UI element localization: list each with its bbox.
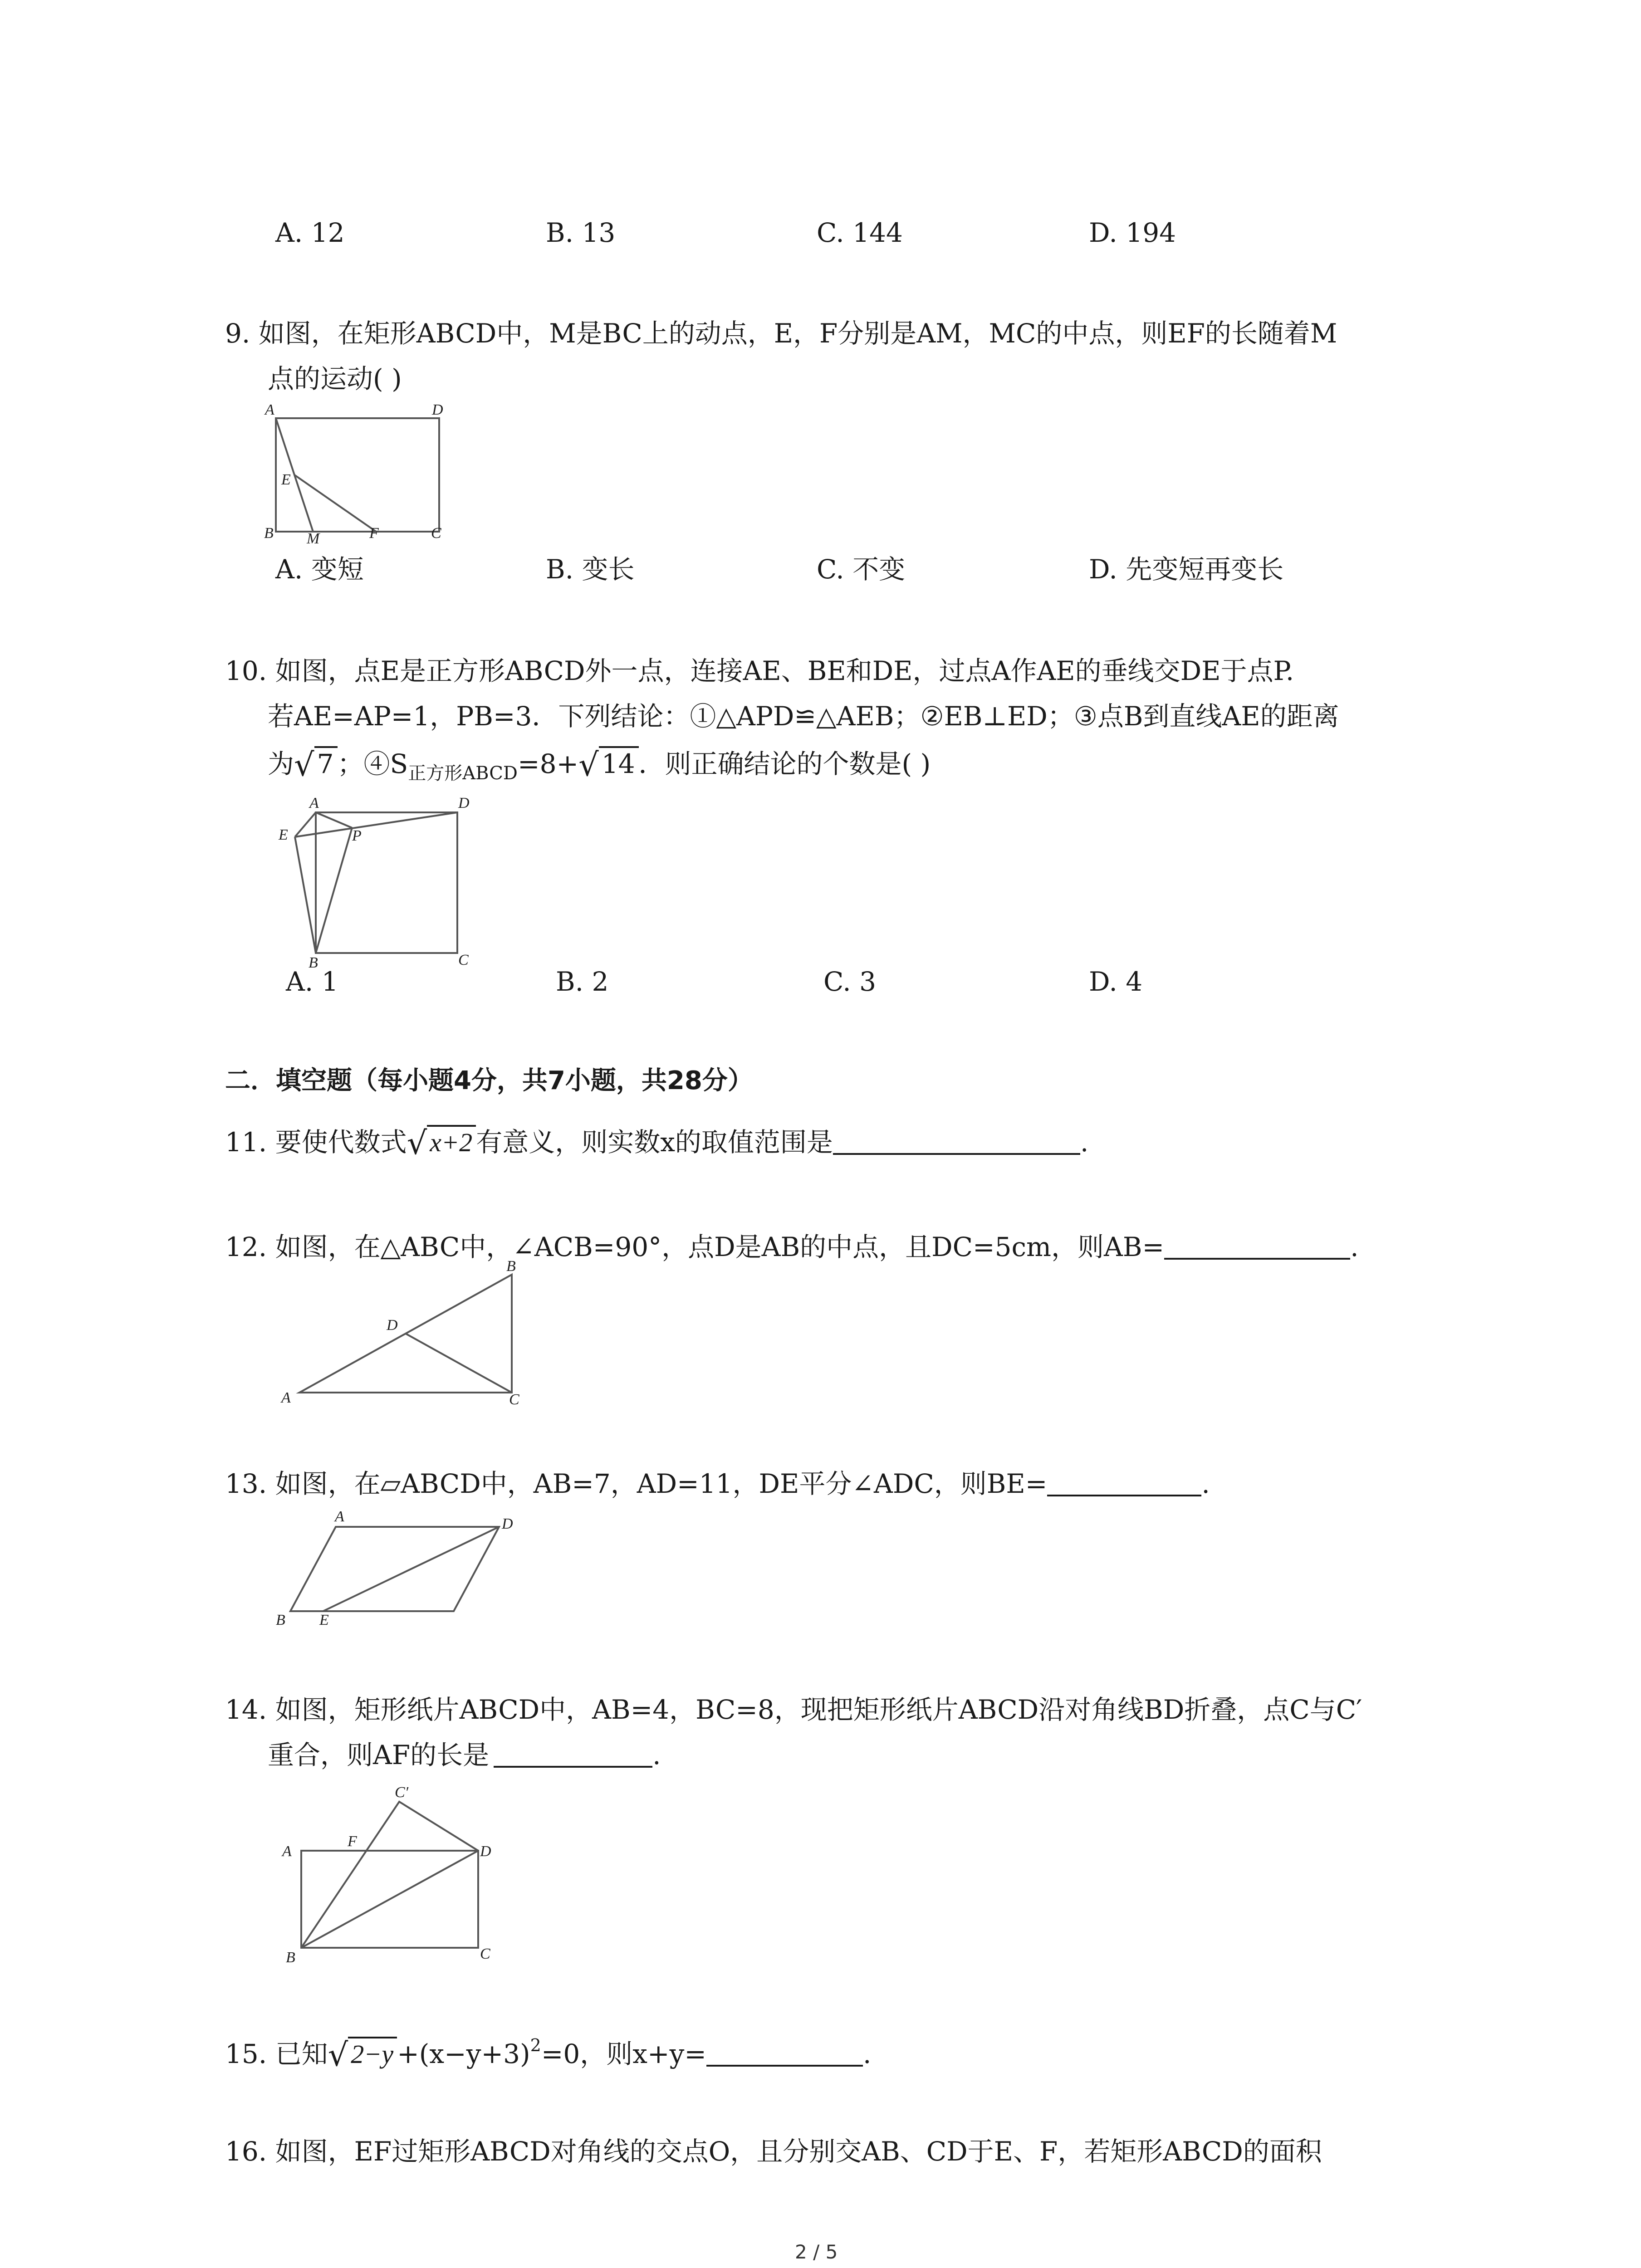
q13-stem: 13. 如图，在▱ABCD中，AB=7，AD=11，DE平分∠ADC，则BE= . — [225, 1468, 1210, 1499]
q14-label-c: C — [480, 1945, 490, 1962]
q12-answer-blank[interactable] — [1164, 1234, 1350, 1260]
q10-label-p: P — [352, 827, 362, 844]
q14-label-a: A — [282, 1843, 292, 1860]
q14-label-f: F — [348, 1833, 357, 1850]
q14-stem-line1: 14. 如图，矩形纸片ABCD中，AB=4，BC=8，现把矩形纸片ABCD沿对角线BD折叠，点C与C′ — [225, 1694, 1362, 1725]
q10-stem-line3: 为√ 7 ；$④S_{正方形ABCD}=8+√$ 14 ．则正确结论的个数是( ) — [268, 746, 931, 784]
q12-stem: 12. 如图，在△ABC中，∠ACB=90°，点D是AB的中点，且DC=5cm，则AB= . — [225, 1232, 1359, 1262]
q11-answer-blank[interactable] — [833, 1129, 1080, 1155]
q9-option-b: B. 变长 — [546, 554, 635, 585]
q14-label-c-prime: C′ — [395, 1784, 409, 1801]
q10-stem-line1: 10. 如图，点E是正方形ABCD外一点，连接AE、BE和DE，过点A作AE的垂线交DE于点P. — [225, 655, 1294, 686]
q9-label-b: B — [264, 525, 274, 542]
q14-figure — [272, 1778, 517, 1969]
sqrt-7: √ 7 — [294, 746, 338, 781]
q13-answer-blank[interactable] — [1047, 1471, 1201, 1496]
q9-option-c: C. 不变 — [817, 554, 906, 585]
q9-label-e: E — [281, 471, 291, 488]
sqrt-2-minus-y: √ 2−y — [328, 2037, 397, 2071]
q13-figure — [272, 1506, 526, 1642]
q13-label-b: B — [276, 1612, 285, 1628]
q9-option-d: D. 先变短再变长 — [1089, 554, 1284, 585]
page-number: 2 / 5 — [795, 2241, 838, 2263]
q9-figure — [263, 399, 454, 549]
q10-option-a: A. 1 — [286, 966, 338, 997]
q15-answer-blank[interactable] — [706, 2041, 863, 2067]
section-2-heading: 二．填空题（每小题4分，共7小题，共28分） — [225, 1066, 753, 1095]
q9-label-c: C — [431, 525, 441, 542]
q10-option-d: D. 4 — [1089, 966, 1143, 997]
q8-option-b: B. 13 — [546, 217, 616, 248]
q10-label-e: E — [279, 826, 288, 843]
q8-option-a: A. 12 — [275, 217, 345, 248]
q9-stem-line2: 点的运动( ) — [268, 363, 402, 394]
sqrt-x-plus-2: √ x+2 — [407, 1125, 476, 1159]
q9-label-d: D — [432, 401, 443, 418]
q10-label-b: B — [309, 954, 318, 968]
q10-option-b: B. 2 — [556, 966, 609, 997]
q12-label-a: A — [281, 1389, 291, 1406]
q10-label-c: C — [458, 952, 469, 968]
q9-label-a: A — [265, 401, 274, 418]
q14-answer-blank[interactable] — [494, 1742, 652, 1768]
q9-stem-line1: 9. 如图，在矩形ABCD中，M是BC上的动点，E，F分别是AM，MC的中点，则EF的长随着M — [225, 318, 1337, 349]
q13-label-a: A — [335, 1508, 344, 1525]
q10-label-d: D — [458, 795, 470, 811]
q9-option-a: A. 变短 — [275, 554, 364, 585]
q13-label-e: E — [319, 1612, 329, 1628]
q9-label-m: M — [307, 530, 320, 547]
q12-label-b: B — [506, 1261, 516, 1275]
q10-figure — [272, 787, 472, 968]
q8-option-c: C. 144 — [817, 217, 903, 248]
q13-label-d: D — [502, 1515, 513, 1532]
q14-label-b: B — [286, 1949, 295, 1966]
q12-label-d: D — [387, 1317, 398, 1334]
q12-figure — [272, 1261, 535, 1411]
q11-stem: 11. 要使代数式√ x+2 有意义，则实数x的取值范围是 . — [225, 1124, 1089, 1162]
q12-label-c: C — [509, 1391, 519, 1408]
q14-stem-line2: 重合，则AF的长是 . — [268, 1740, 661, 1770]
q14-label-d: D — [480, 1843, 491, 1860]
q10-label-a: A — [309, 795, 319, 811]
q15-stem: 15. 已知√ $2-y +(x-y+3)^2=0$，则x+y= . — [225, 2035, 872, 2073]
q10-stem-line2: 若AE=AP=1，PB=3．下列结论：①△APD≌△AEB；②EB⊥ED；③点B到直线AE的距离 — [268, 701, 1339, 732]
q16-stem: 16. 如图，EF过矩形ABCD对角线的交点O，且分别交AB、CD于E、F，若矩形ABCD的面积 — [225, 2136, 1322, 2167]
q8-option-d: D. 194 — [1089, 217, 1176, 248]
q9-label-f: F — [369, 525, 379, 542]
q10-option-c: C. 3 — [823, 966, 877, 997]
sqrt-14: √ 14 — [578, 746, 638, 781]
